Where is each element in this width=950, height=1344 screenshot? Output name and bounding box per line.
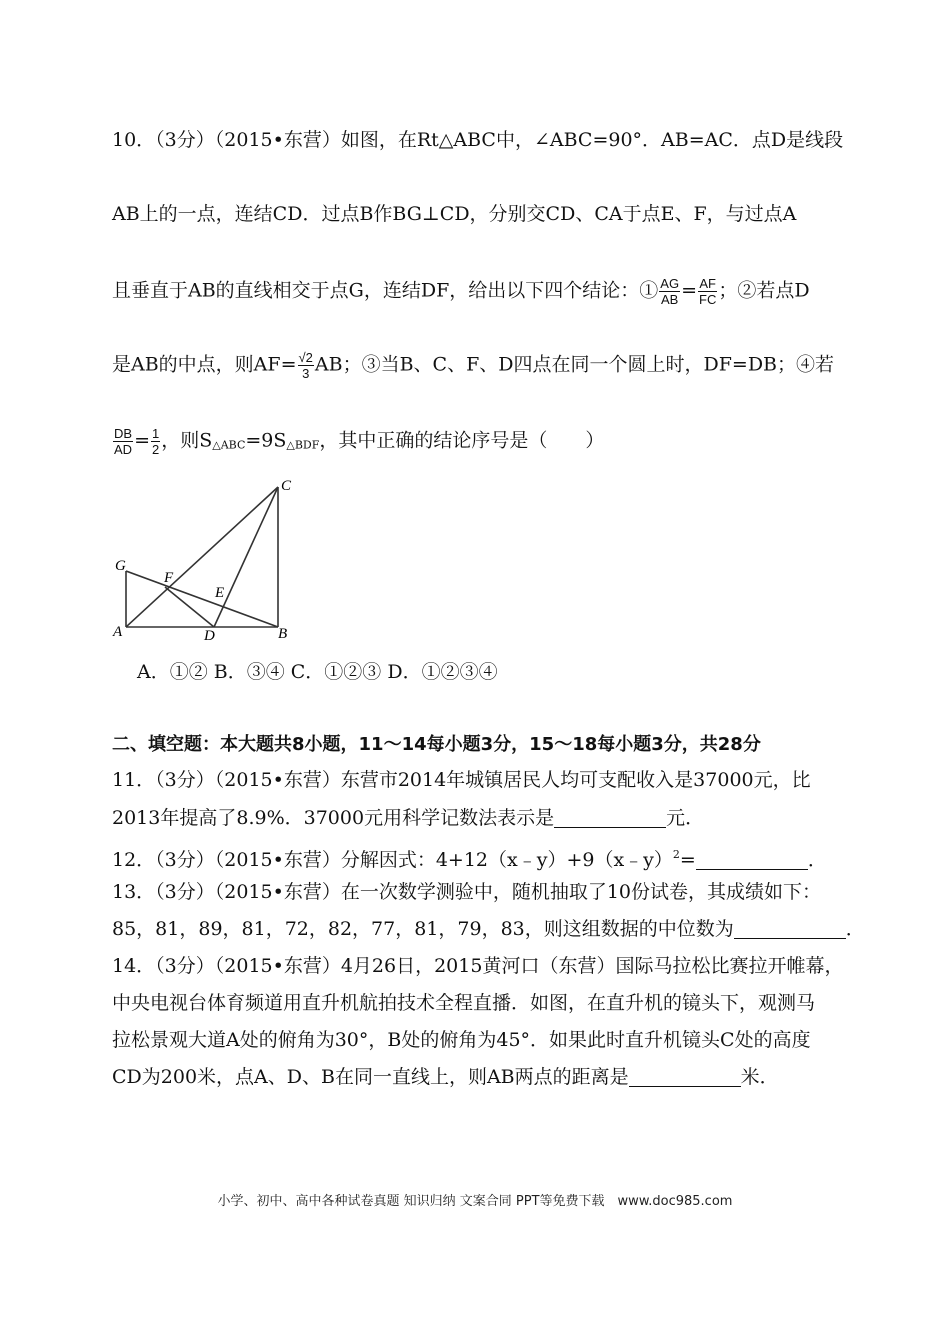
superscript-2: 2 <box>672 848 680 861</box>
segment-dc <box>214 487 278 627</box>
q12-text-c: ． <box>807 849 827 871</box>
frac-numerator: AG <box>660 276 680 291</box>
equals-sign: = <box>681 279 697 302</box>
frac-denominator: FC <box>699 292 717 307</box>
segment-fd <box>165 587 214 627</box>
q11-line-2 <box>112 806 704 830</box>
segment-ac <box>126 487 278 627</box>
q13-text-b: ． <box>845 918 865 940</box>
q10-line-3-text-b: ；②若点D <box>718 279 810 302</box>
segment-gb <box>126 571 278 627</box>
answer-blank <box>629 1068 741 1087</box>
q10-line-5-text-a: ，则S <box>161 429 213 452</box>
section-2-title: 二、填空题：本大题共8小题，11～14每小题3分，15～18每小题3分，共28分 <box>112 734 761 755</box>
q10-line-4 <box>112 350 834 381</box>
q11-text-b: 元． <box>666 807 705 829</box>
q11-line-1: 11．（3分）（2015•东营）东营市2014年城镇居民人均可支配收入是37000元，比 <box>112 769 811 791</box>
equals-sign: = <box>134 429 150 452</box>
q13-line-2 <box>112 917 865 941</box>
q10-line-2: AB上的一点，连结CD．过点B作BG⊥CD，分别交CD、CA于点E、F，与过点A <box>112 203 797 225</box>
label-b: B <box>278 626 288 642</box>
subscript-bdf: △BDF <box>286 438 320 452</box>
fraction-ag-ab <box>659 276 680 307</box>
answer-blank <box>734 920 846 939</box>
q10-line-1: 10．（3分）（2015•东营）如图，在Rt△ABC中，∠ABC=90°．AB=AC．点D是线段 <box>112 129 844 151</box>
frac-denominator: 3 <box>302 366 310 381</box>
q14-line-4 <box>112 1065 779 1089</box>
q13-text-a: 85，81，89，81，72，82，77，81，79，83，则这组数据的中位数为 <box>112 918 734 940</box>
fraction-sqrt2-3 <box>298 350 314 381</box>
q10-line-5-text-c: ，其中正确的结论序号是（ ） <box>319 429 605 452</box>
q10-line-3-text-a: 且垂直于AB的直线相交于点G，连结DF，给出以下四个结论：① <box>112 279 659 302</box>
frac-denominator: AB <box>661 292 679 307</box>
label-e: E <box>215 585 225 601</box>
label-g: G <box>115 558 126 574</box>
subscript-abc: △ABC <box>212 438 246 452</box>
q10-line-5-text-b: =9S <box>245 429 287 452</box>
frac-numerator: 1 <box>151 426 160 441</box>
q10-line-3 <box>112 276 810 307</box>
label-a: A <box>113 624 123 640</box>
label-c: C <box>281 478 292 494</box>
frac-numerator: AF <box>699 276 716 291</box>
q13-line-1: 13．（3分）（2015•东营）在一次数学测验中，随机抽取了10份试卷，其成绩如下： <box>112 881 822 903</box>
q14-line-3: 拉松景观大道A处的俯角为30°，B处的俯角为45°．如果此时直升机镜头C处的高度 <box>112 1029 811 1051</box>
answer-blank <box>554 809 666 828</box>
q10-line-4-text-b: AB；③当B、C、F、D四点在同一个圆上时，DF=DB；④若 <box>314 353 835 376</box>
q14-line-1: 14．（3分）（2015•东营）4月26日，2015黄河口（东营）国际马拉松比赛拉开帷幕， <box>112 955 844 977</box>
q12-text-a: 12．（3分）（2015•东营）分解因式：4+12（x﹣y）+9（x﹣y） <box>112 849 673 871</box>
answer-blank <box>696 851 808 870</box>
frac-numerator: √2 <box>298 350 313 365</box>
fraction-af-fc <box>698 276 717 307</box>
q12-line <box>112 843 827 872</box>
q14-text-a: CD为200米，点A、D、B在同一直线上，则AB两点的距离是 <box>112 1066 629 1088</box>
q10-options: A．①② B．③④ C．①②③ D．①②③④ <box>137 661 498 683</box>
q12-text-b: = <box>679 849 696 871</box>
q11-text-a: 2013年提高了8.9%．37000元用科学记数法表示是 <box>112 807 555 829</box>
label-f: F <box>164 570 174 586</box>
footer-text: 小学、初中、高中各种试卷真题 知识归纳 文案合同 PPT等免费下载 www.doc985.com <box>217 1194 733 1209</box>
q10-line-5 <box>112 426 604 458</box>
geometry-figure <box>105 470 305 645</box>
fraction-db-ad <box>113 426 133 457</box>
q14-line-2: 中央电视台体育频道用直升机航拍技术全程直播．如图，在直升机的镜头下，观测马 <box>112 992 816 1014</box>
fraction-1-2 <box>151 426 160 457</box>
q14-text-b: 米． <box>740 1066 779 1088</box>
q10-line-4-text-a: 是AB的中点，则AF= <box>112 353 297 376</box>
frac-numerator: DB <box>114 426 133 441</box>
frac-denominator: AD <box>114 442 133 457</box>
frac-denominator: 2 <box>151 442 160 457</box>
label-d: D <box>204 628 215 644</box>
